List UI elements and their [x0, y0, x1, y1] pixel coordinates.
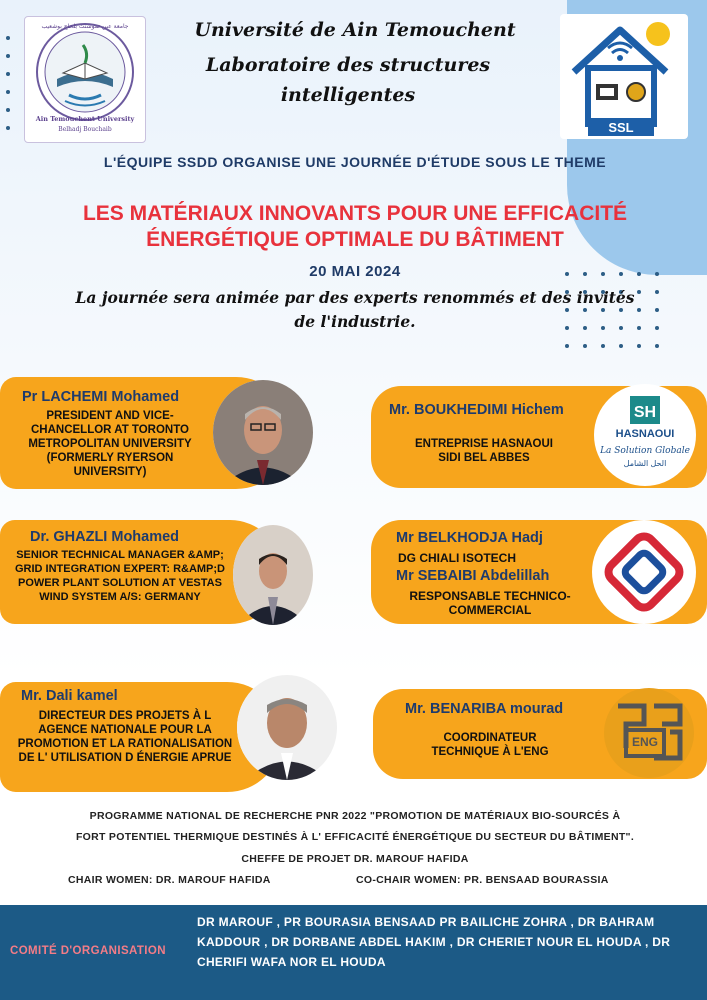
speaker-role-sebaibi: RESPONSABLE TECHNICO-COMMERCIAL: [409, 589, 571, 617]
event-intro: La journée sera animée par des experts renommés et des invités de l'industrie.: [75, 288, 635, 331]
ssl-logo-text: SSL: [608, 120, 634, 135]
ssl-logo: [560, 14, 688, 139]
speaker-name-boukhedimi: Mr. BOUKHEDIMI Hichem: [389, 402, 564, 418]
speaker-name-benariba: Mr. BENARIBA mourad: [405, 701, 564, 717]
event-subtitle: L'ÉQUIPE SSDD ORGANISE UNE JOURNÉE D'ÉTUDE SOUS LE THEME: [103, 154, 607, 170]
speaker-name-belkhodja: Mr BELKHODJA Hadj: [396, 530, 543, 546]
hasnaoui-logo-arabic: الحل الشامل: [623, 459, 667, 468]
university-logo-sub: Belhadj Bouchaib: [58, 126, 112, 133]
hasnaoui-logo: [594, 384, 696, 486]
eng-logo-text: ENG: [631, 735, 658, 749]
speaker-desc-ghazli: SENIOR TECHNICAL MANAGER &AMP; GRID INTEGRATION EXPERT: R&AMP;D POWER PLANT SOLUTION AT VESTAS WIND SYSTEM A/S: GERMANY: [14, 549, 226, 603]
speaker-desc-benariba: COORDINATEUR TECHNIQUE À L'ENG: [431, 732, 549, 758]
speaker-photo-ghazli: [233, 525, 313, 625]
speaker-photo-dali: [237, 675, 337, 780]
speaker-photo-lachemi: [213, 380, 313, 485]
decorative-dots-left: [6, 36, 24, 144]
speaker-desc-boukhedimi: ENTREPRISE HASNAOUI SIDI BEL ABBES: [414, 438, 554, 464]
speaker-role-belkhodja: DG CHIALI ISOTECH: [398, 551, 517, 565]
project-head: CHEFFE DE PROJET DR. MAROUF HAFIDA: [241, 853, 469, 865]
speaker-desc-dali: DIRECTEUR DES PROJETS À L AGENCE NATIONALE POUR LA PROMOTION ET LA RATIONALISATION DE L' UTILISATION D ÉNERGIE APRUE: [17, 710, 233, 764]
programme-line-2: FORT POTENTIEL THERMIQUE DESTINÉS À L' EFFICACITÉ ÉNERGÉTIQUE DU SECTEUR DU BÂTIMENT".: [75, 831, 635, 843]
co-chair-women: CO-CHAIR WOMEN: PR. BENSAAD BOURASSIA: [356, 874, 609, 886]
event-theme: LES MATÉRIAUX INNOVANTS POUR UNE EFFICACITÉ ÉNERGÉTIQUE OPTIMALE DU BÂTIMENT: [82, 202, 628, 251]
university-logo: [24, 16, 146, 143]
chiali-logo: [592, 520, 696, 624]
speaker-desc-lachemi: PRESIDENT AND VICE-CHANCELLOR AT TORONTO METROPOLITAN UNIVERSITY (FORMERLY RYERSON UNIVERSITY): [28, 410, 192, 478]
programme-line-1: PROGRAMME NATIONAL DE RECHERCHE PNR 2022 "PROMOTION DE MATÉRIAUX BIO-SOURCÉS À: [89, 810, 621, 822]
laboratory-title: Laboratoire des structures intelligentes: [205, 54, 491, 106]
event-date: 20 MAI 2024: [309, 263, 401, 280]
university-logo-name: Ain Temouchent University: [35, 115, 135, 123]
university-logo-arabic: جامعة عين تموشنت بلحاج بوشعيب: [41, 23, 129, 30]
hasnaoui-logo-tagline: La Solution Globale: [600, 446, 690, 456]
speaker-name-lachemi: Pr LACHEMI Mohamed: [22, 389, 180, 405]
university-title: Université de Ain Temouchent: [194, 19, 516, 41]
committee-members: DR MAROUF , PR BOURASIA BENSAAD PR BAILICHE ZOHRA , DR BAHRAM KADDOUR , DR DORBANE ABDEL HAKIM , DR CHERIET NOUR EL HOUDA , DR CHERIFI WAFA NOR EL HOUDA: [197, 915, 671, 969]
svg-text:SH: SH: [633, 404, 657, 421]
hasnaoui-logo-text: HASNAOUI: [615, 428, 675, 440]
committee-label: COMITÉ D'ORGANISATION: [10, 945, 166, 957]
speaker-name-ghazli: Dr. GHAZLI Mohamed: [30, 529, 180, 545]
eng-logo: [604, 688, 694, 778]
chair-women: CHAIR WOMEN: DR. MAROUF HAFIDA: [68, 874, 271, 886]
speaker-name-sebaibi: Mr SEBAIBI Abdelillah: [396, 568, 550, 584]
speaker-name-dali: Mr. Dali kamel: [21, 688, 118, 704]
